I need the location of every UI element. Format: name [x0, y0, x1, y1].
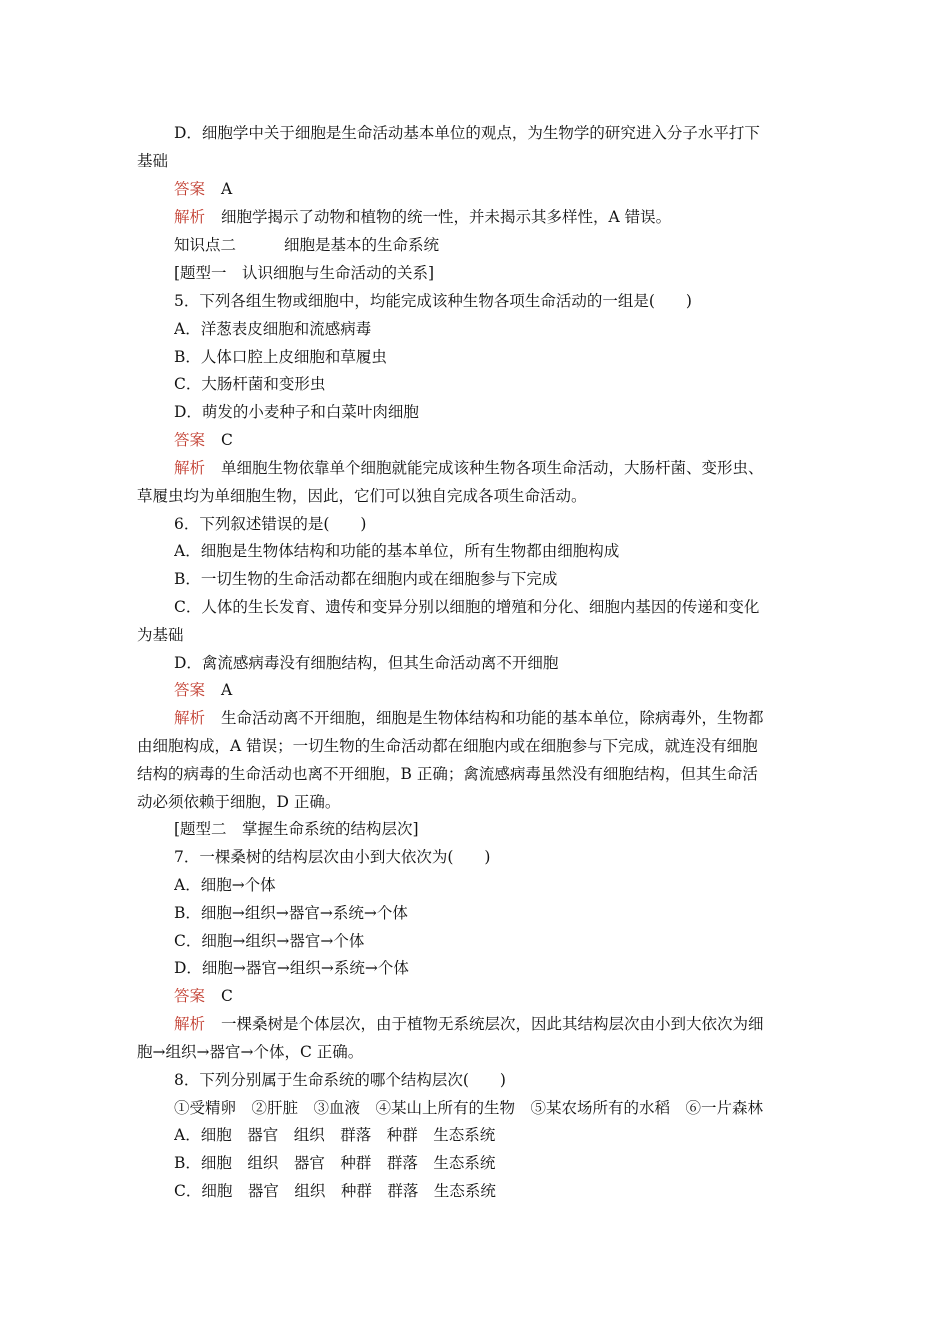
q5-explanation-line1: [174, 456, 819, 480]
question-type-heading-2: [题型二 掌握生命系统的结构层次]: [174, 820, 419, 838]
q6-explanation-line2: 由细胞构成，A 错误；一切生物的生命活动都在细胞内或在细胞参与下完成，就连没有细胞: [137, 737, 758, 755]
question-type-heading-1: [题型一 认识细胞与生命活动的关系]: [174, 264, 435, 282]
question-6-stem: 6．下列叙述错误的是( ): [174, 515, 367, 533]
q6-answer: [174, 678, 819, 702]
q5-answer: [174, 428, 819, 452]
q5-explanation-line2: 草履虫均为单细胞生物，因此，它们可以独自完成各项生命活动。: [137, 487, 587, 505]
question-5-stem: 5．下列各组生物或细胞中，均能完成该种生物各项生命活动的一组是( ): [174, 292, 692, 310]
explanation-text: 生命活动离不开细胞，细胞是生物体结构和功能的基本单位，除病毒外，生物都: [221, 709, 764, 727]
question-6-option-a: A．细胞是生物体结构和功能的基本单位，所有生物都由细胞构成: [174, 542, 620, 560]
question-5-option-a: A．洋葱表皮细胞和流感病毒: [174, 320, 372, 338]
knowledge-point-heading: [174, 233, 819, 257]
knowledge-point-title: 细胞是基本的生命系统: [284, 236, 440, 254]
answer-value: A: [221, 681, 233, 699]
q6-explanation-line4: 动必须依赖于细胞，D 正确。: [137, 793, 341, 811]
q4-explanation: [174, 205, 819, 229]
q4-answer: [174, 177, 819, 201]
q4-option-d-line1: D．细胞学中关于细胞是生命活动基本单位的观点，为生物学的研究进入分子水平打下: [174, 124, 760, 142]
explanation-text: 一棵桑树是个体层次，由于植物无系统层次，因此其结构层次由小到大依次为细: [221, 1015, 764, 1033]
q6-explanation-line1: [174, 706, 819, 730]
q4-option-d-line2: 基础: [137, 152, 169, 170]
question-5-option-c: C．大肠杆菌和变形虫: [174, 375, 326, 393]
question-5-option-b: B．人体口腔上皮细胞和草履虫: [174, 348, 387, 366]
q7-explanation-line1: [174, 1012, 819, 1036]
q6-explanation-line3: 结构的病毒的生命活动也离不开细胞，B 正确；禽流感病毒虽然没有细胞结构，但其生命活: [137, 765, 758, 783]
q7-explanation-line2: 胞→组织→器官→个体，C 正确。: [137, 1043, 364, 1061]
question-7-option-b: B．细胞→组织→器官→系统→个体: [174, 904, 408, 922]
explanation-label: 解析: [174, 459, 206, 477]
question-7-stem: 7．一棵桑树的结构层次由小到大依次为( ): [174, 848, 491, 866]
explanation-text: 单细胞生物依靠单个细胞就能完成该种生物各项生命活动，大肠杆菌、变形虫、: [221, 459, 764, 477]
answer-value: A: [221, 180, 233, 198]
question-8-option-b: B．细胞 组织 器官 种群 群落 生态系统: [174, 1154, 496, 1172]
question-5-option-d: D．萌发的小麦种子和白菜叶肉细胞: [174, 403, 419, 421]
answer-label: 答案: [174, 681, 206, 699]
explanation-label: 解析: [174, 1015, 206, 1033]
question-6-option-c-line1: C．人体的生长发育、遗传和变异分别以细胞的增殖和分化、细胞内基因的传递和变化: [174, 598, 760, 616]
explanation-label: 解析: [174, 208, 206, 226]
q7-answer: [174, 984, 819, 1008]
answer-value: C: [221, 431, 233, 449]
explanation-text: 细胞学揭示了动物和植物的统一性，并未揭示其多样性，A 错误。: [221, 208, 672, 226]
answer-value: C: [221, 987, 233, 1005]
answer-label: 答案: [174, 987, 206, 1005]
question-8-option-c: C．细胞 器官 组织 种群 群落 生态系统: [174, 1182, 496, 1200]
question-6-option-c-line2: 为基础: [137, 626, 184, 644]
answer-label: 答案: [174, 431, 206, 449]
question-8-option-a: A．细胞 器官 组织 群落 种群 生态系统: [174, 1126, 496, 1144]
question-7-option-d: D．细胞→器官→组织→系统→个体: [174, 959, 409, 977]
explanation-label: 解析: [174, 709, 206, 727]
question-6-option-b: B．一切生物的生命活动都在细胞内或在细胞参与下完成: [174, 570, 558, 588]
question-7-option-a: A．细胞→个体: [174, 876, 276, 894]
knowledge-point-number: 知识点二: [174, 236, 237, 254]
question-8-items: ①受精卵 ②肝脏 ③血液 ④某山上所有的生物 ⑤某农场所有的水稻 ⑥一片森林: [174, 1099, 764, 1117]
answer-label: 答案: [174, 180, 206, 198]
question-8-stem: 8．下列分别属于生命系统的哪个结构层次( ): [174, 1071, 506, 1089]
question-6-option-d: D．禽流感病毒没有细胞结构，但其生命活动离不开细胞: [174, 654, 559, 672]
question-7-option-c: C．细胞→组织→器官→个体: [174, 932, 365, 950]
